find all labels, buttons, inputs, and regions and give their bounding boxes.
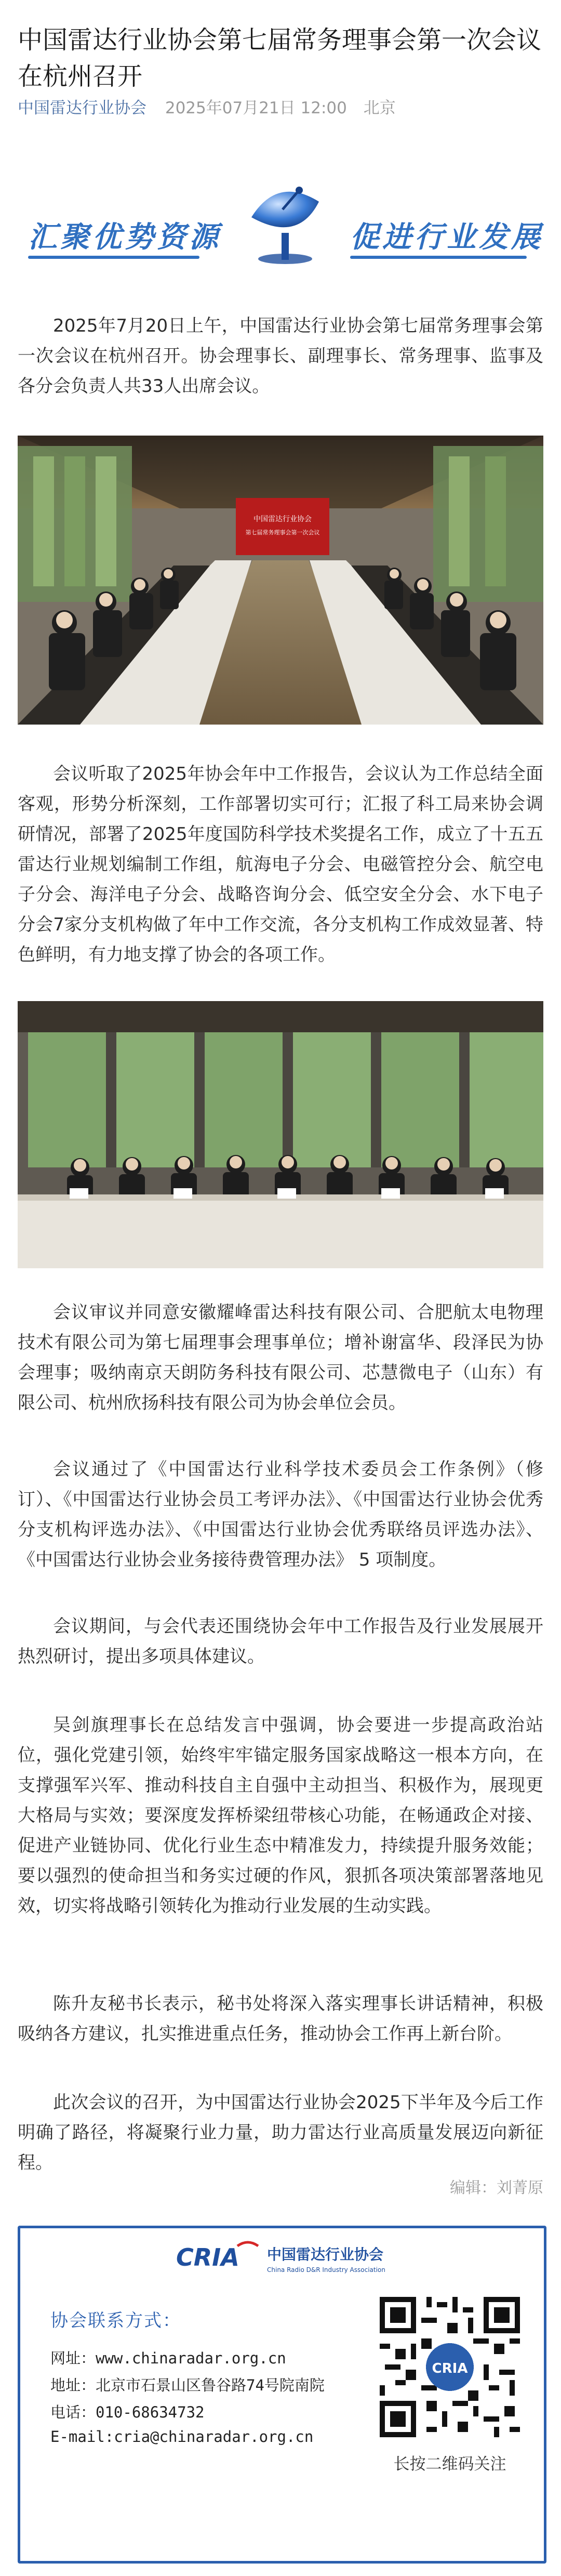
qr-center-text: CRIA [432,2361,468,2376]
contact-address: 地址：北京市石景山区鲁谷路74号院南院 [50,2376,325,2394]
article-meta [18,97,396,120]
publish-time: 2025年07月21日 12:00 [165,99,347,117]
meeting-photo-2 [18,1001,543,1268]
article-title: 中国雷达行业协会第七届常务理事会第一次会议在杭州召开 [18,25,542,91]
paragraph-2: 会议听取了2025年协会年中工作报告，会议认为工作总结全面客观，形势分析深刻，工作部署切实可行；汇报了科工局来协会调研情况，部署了2025年度国防科学技术奖提名工作，成立了十五五雷达行业规划编制工作组，航海电子分会、电磁管控分会、航空电子分会、海洋电子分会、战略咨询分会、低空安全分会、水下电子分会7家分支机构做了年中工作交流，各分支机构工作成效显著、特色鲜明，有力地支撑了协会的各项工作。 [18,764,543,965]
satellite-dish-icon [246,181,324,269]
editor-credit: 编辑：刘菁原 [450,2179,543,2197]
slogan-underline-left [28,256,199,259]
publish-location: 北京 [363,99,396,117]
photo1-screen-line2: 第七届常务理事会第一次会议 [245,529,320,536]
contact-email[interactable]: E-mail:cria@chinaradar.org.cn [50,2428,314,2446]
slogan-underline-right [350,256,527,259]
slogan-left: 汇聚优势资源 [28,220,221,254]
paragraph-7: 陈升友秘书长表示，秘书处将深入落实理事长讲话精神，积极吸纳各方建议，扎实推进重点任务，推动协会工作再上新台阶。 [18,1993,543,2044]
meeting-photo-1 [18,436,543,725]
paragraph-5: 会议期间，与会代表还围绕协会年中工作报告及行业发展展开热烈研讨，提出多项具体建议。 [18,1616,543,1667]
qr-caption: 长按二维码关注 [393,2455,506,2474]
paragraph-8: 此次会议的召开，为中国雷达行业协会2025下半年及今后工作明确了路径，将凝聚行业力量，助力雷达行业高质量发展迈向新征程。 [18,2092,543,2173]
logo-org-name-cn: 中国雷达行业协会 [267,2246,384,2263]
meeting-photo-2-image [18,1001,543,1268]
logo-org-name-en: China Radio D&R Industry Association [267,2266,385,2273]
contact-box [18,2226,546,2564]
contact-title: 协会联系方式： [50,2310,181,2331]
contact-phone[interactable]: 电话：010-68634732 [50,2403,205,2421]
paragraph-1: 2025年7月20日上午，中国雷达行业协会第七届常务理事会第一次会议在杭州召开。协会理事长、副理事长、常务理事、监事及各分会负责人共33人出席会议。 [18,316,543,397]
meeting-photo-1-image [18,436,543,725]
slogan-right: 促进行业发展 [350,220,543,254]
logo-text: CRIA [176,2243,239,2271]
paragraph-4: 会议通过了《中国雷达行业科学技术委员会工作条例》（修订）、《中国雷达行业协会员工考评办法》、《中国雷达行业协会优秀分支机构评选办法》、《中国雷达行业协会优秀联络员评选办法》、《中国雷达行业协会业务接待费管理办法》 5 项制度。 [18,1459,543,1570]
header-banner [18,177,543,275]
author-link[interactable]: 中国雷达行业协会 [18,99,146,117]
contact-website[interactable]: 网址：www.chinaradar.org.cn [50,2349,286,2367]
paragraph-3: 会议审议并同意安徽耀峰雷达科技有限公司、合肥航太电物理技术有限公司为第七届理事会理事单位；增补谢富华、段泽民为协会理事；吸纳南京天朗防务科技有限公司、芯慧微电子（山东）有限公司、杭州欣扬科技有限公司为协会单位会员。 [18,1302,543,1413]
cria-logo [176,2236,394,2282]
paragraph-6: 吴剑旗理事长在总结发言中强调，协会要进一步提高政治站位，强化党建引领，始终牢牢锚定服务国家战略这一根本方向，在支撑强军兴军、推动科技自主自强中主动担当、积极作为，展现更大格局与实效；要深度发挥桥梁纽带核心功能，在畅通政企对接、促进产业链协同、优化行业生态中精准发力，持续提升服务效能；要以强烈的使命担当和务实过硬的作风，狠抓各项决策部署落地见效，切实将战略引领转化为推动行业发展的生动实践。 [18,1715,543,1916]
photo1-screen-line1: 中国雷达行业协会 [253,515,312,523]
qr-code[interactable] [380,2297,520,2437]
